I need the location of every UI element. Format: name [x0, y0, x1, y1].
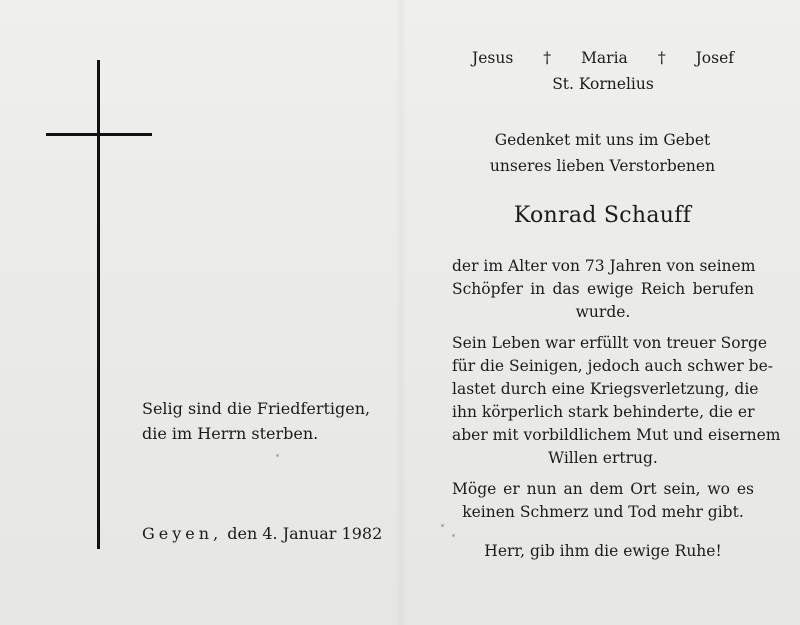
scan-speck — [276, 454, 279, 457]
obituary-paragraph-3 — [452, 478, 754, 524]
small-cross-icon: † — [657, 48, 666, 67]
paragraph-line: aber mit vorbildlichem Mut und eisernem — [452, 426, 781, 444]
place-name: Geyen, — [142, 524, 223, 543]
paragraph-line: Sein Leben war erfüllt von treuer Sorge — [452, 334, 768, 352]
date-text: den 4. Januar 1982 — [227, 524, 383, 543]
parish-name: St. Kornelius — [552, 75, 654, 93]
small-cross-icon: † — [543, 48, 552, 67]
place-date — [142, 524, 382, 544]
invocation-name-maria: Maria — [581, 48, 628, 67]
remembrance-text — [455, 127, 750, 179]
beatitude-line-2: die im Herrn sterben. — [142, 424, 319, 443]
scan-speck — [441, 524, 444, 527]
deceased-name: Konrad Schauff — [513, 203, 692, 228]
paragraph-line: keinen Schmerz und Tod mehr gibt. — [462, 503, 744, 521]
paragraph-line: für die Seinigen, jedoch auch schwer be- — [452, 357, 774, 375]
beatitude-line-1: Selig sind die Friedfertigen, — [142, 399, 371, 418]
cross-icon-horizontal-bar — [46, 133, 152, 136]
paragraph-line: Willen ertrug. — [548, 449, 658, 467]
invocation-header — [472, 48, 734, 67]
paragraph-line: Möge er nun an dem Ort sein, wo es — [452, 480, 754, 498]
paragraph-line: lastet durch eine Kriegsverletzung, die — [452, 380, 759, 398]
invocation-name-jesus: Jesus — [472, 48, 514, 67]
obituary-paragraph-1 — [452, 255, 754, 324]
remembrance-line-2: unseres lieben Verstorbenen — [489, 157, 716, 175]
card-fold — [395, 0, 407, 625]
beatitude-verse — [142, 396, 382, 446]
paragraph-line: wurde. — [575, 303, 631, 321]
invocation-name-josef: Josef — [695, 48, 734, 67]
remembrance-line-1: Gedenket mit uns im Gebet — [494, 131, 711, 149]
paragraph-line: der im Alter von 73 Jahren von seinem — [452, 257, 756, 275]
obituary-paragraph-2 — [452, 332, 781, 470]
closing-prayer: Herr, gib ihm die ewige Ruhe! — [484, 542, 722, 560]
paragraph-line: ihn körperlich stark behinderte, die er — [452, 403, 755, 421]
paragraph-line: Schöpfer in das ewige Reich berufen — [452, 280, 754, 298]
scan-speck — [452, 534, 455, 537]
